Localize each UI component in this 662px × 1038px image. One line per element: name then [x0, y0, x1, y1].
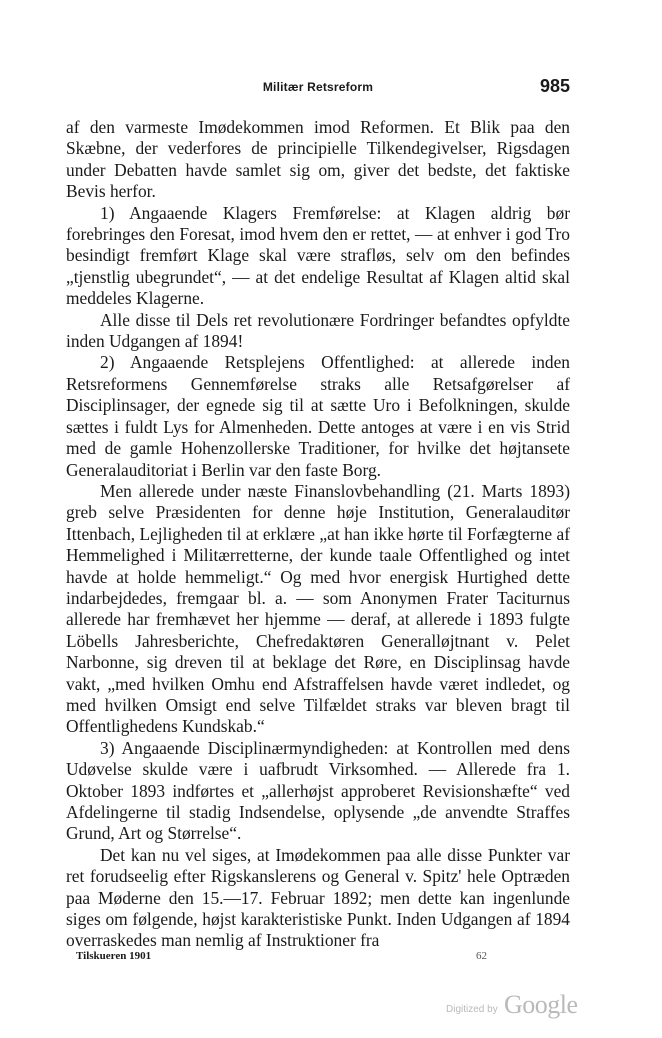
- google-watermark: [446, 990, 586, 1024]
- page-header: [66, 76, 570, 104]
- paragraph-klager: 1) Angaaende Klagers Fremførelse: at Klagen aldrig bør forebringes den Foresat, imod hvem den er rettet, — at enhver i god Tro besindigt fremført Klage skal være strafløs, selv om den befindes „tjenstlig ubegrundet“, — at det endelige Resultat af Klagen altid skal meddeles Klagerne.: [66, 202, 570, 309]
- signature-mark: Tilskueren 1901: [76, 950, 152, 962]
- sheet-mark: 62: [476, 950, 487, 962]
- paragraph-continuation: af den varmeste Imødekommen imod Reformen. Et Blik paa den Skæbne, der vederfores de principielle Tilkendegivelser, Rigsdagen under Debatten havde samlet sig om, giver det bedste, det faktiske Bevis herfor.: [66, 117, 570, 202]
- running-title: Militær Retsreform: [262, 80, 374, 94]
- page-number: 985: [539, 76, 570, 96]
- digitized-by-text: Digitized by: [446, 1004, 498, 1015]
- paragraph-fordringer: Alle disse til Dels ret revolutionære Fordringer befandtes opfyldte inden Udgangen af 1894!: [66, 309, 570, 352]
- paragraph-finanslov: Men allerede under næste Finanslovbehandling (21. Marts 1893) greb selve Præsidenten for denne høje Institution, Generalauditør Ittenbach, Lejligheden til at erklære „at han ikke hørte til Forfægterne af Hemmelighed i Militærretterne, der kunde taale Offentlighed og intet havde at holde hemmeligt.“ Og med hvor energisk Hurtighed dette indarbejdedes, fremgaar bl. a. — som Anonymen Frater Taciturnus allerede har fremhævet her hjemme — deraf, at allerede i 1893 fulgte Löbells Jahresberichte, Chefredaktøren Generalløjtnant v. Pelet Narbonne, sig dreven til at beklage det Røre, en Disciplinsag havde vakt, „med hvilken Omhu end Afstraffelsen havde været indledet, og med hvilken Omsigt end selve Tilfældet straks var bleven bragt til Offentlighedens Kundskab.“: [66, 480, 570, 737]
- paragraph-disciplin: 3) Angaaende Disciplinærmyndigheden: at Kontrollen med dens Udøvelse skulde være i uafbrudt Virksomhed. — Allerede fra 1. Oktober 1893 indførtes et „allerhøjst approberet Revisionshæfte“ ved Afdelingerne til stadig Indsendelse, oplysende „de anvendte Straffes Grund, Art og Størrelse“.: [66, 737, 570, 844]
- paragraph-konklusion: Det kan nu vel siges, at Imødekommen paa alle disse Punkter var ret forudseelig efter Rigskanslerens og General v. Spitz' hele Optræden paa Møderne den 15.—17. Februar 1892; men dette kan ingenlunde siges om følgende, højst karakteristiske Punkt. Inden Udgangen af 1894 overraskedes man nemlig af Instruktioner fra: [66, 844, 570, 951]
- body-text: [66, 117, 570, 952]
- google-logo-text: Google: [504, 990, 578, 1019]
- paragraph-offentlighed: 2) Angaaende Retsplejens Offentlighed: at allerede inden Retsreformens Gennemførelse straks alle Retsafgørelser af Disciplinsager, der egnede sig til at sætte Uro i Befolkningen, skulde sættes i fuldt Lys for Almenheden. Dette antoges at være i en vis Strid med de gamle Hohenzollerske Traditioner, for hvilke det højtansete Generalauditoriat i Berlin var den faste Borg.: [66, 352, 570, 480]
